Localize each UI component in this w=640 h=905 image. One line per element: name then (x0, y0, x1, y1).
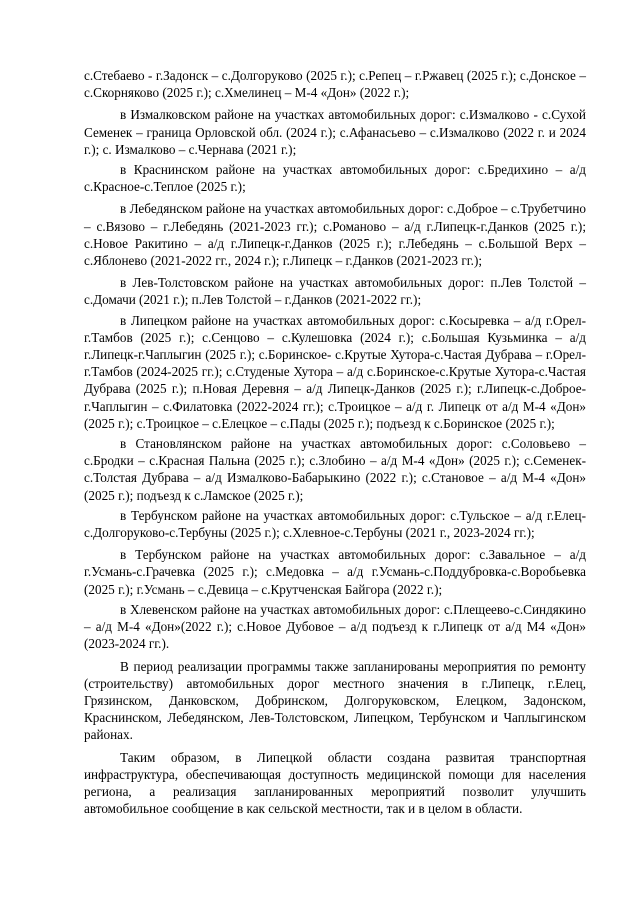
paragraph-terbuny-district: в Тербунском районе на участках автомобильных дорог: с.Тульское – а/д г.Елец-с.Долгоруково-с.Тербуны (2025 г.); с.Хлевное-с.Тербуны (2021 г., 2023-2024 гг.); (84, 507, 586, 541)
paragraph-krasnoe-district: в Краснинском районе на участках автомобильных дорог: с.Бредихино – а/д с.Красное-с.Теплое (2025 г.); (84, 162, 586, 195)
paragraph-continued-roads: с.Стебаево - г.Задонск – с.Долгоруково (2025 г.); с.Репец – г.Ржавец (2025 г.); с.Донское – с.Скорняково (2025 г.); с.Хмелинец – М-4 «Дон» (2022 г.); (84, 68, 586, 101)
paragraph-lebedyan-district: в Лебедянском районе на участках автомобильных дорог: с.Доброе – с.Трубетчино – с.Вязово – г.Лебедянь (2021-2023 гг.); с.Романово – а/д г.Липецк-г.Данков (2025 г.); с.Новое Ракитино – а/д г.Липецк-г.Данков (2025 г.); г.Лебедянь – с.Большой Верх – с.Яблонево (2021-2022 гг., 2024 г.); г.Липецк – г.Данков (2021-2023 гг.); (84, 201, 586, 269)
paragraph-stanovoe-district: в Становлянском районе на участках автомобильных дорог: с.Соловьево – с.Бродки – с.Красная Пальна (2025 г.); с.Злобино – а/д М-4 «Дон» (2025 г.); с.Семенек-с.Толстая Дубрава – а/д Измалково-Бабарыкино (2022 г.); с.Становое – а/д М-4 «Дон» (2025 г.); подъезд к с.Ламское (2025 г.); (84, 436, 586, 503)
paragraph-lev-tolstoy-district: в Лев-Толстовском районе на участках автомобильных дорог: п.Лев Толстой – с.Домачи (2021 г.); п.Лев Толстой – г.Данков (2021-2022 гг.); (84, 275, 586, 308)
paragraph-terbuny-district-second: в Тербунском районе на участках автомобильных дорог: с.Завальное – а/д г.Усмань-с.Грачевка (2025 г.); с.Медовка – а/д г.Усмань-с.Поддубровка-с.Воробьевка (2025 г.); г.Усмань – с.Девица – с.Крутченская Байгора (2022 г.); (84, 547, 586, 597)
paragraph-local-roads-program: В период реализации программы также запланированы мероприятия по ремонту (строительству) автомобильных дорог местного значения в г.Липецк, г.Елец, Грязинском, Данковском, Добринском, Долгоруковском, Елецком, Задонском, Краснинском, Лебедянском, Лев-Толстовском, Липецком, Тербунском и Чаплыгинском районах. (84, 658, 586, 743)
paragraph-lipetsk-district: в Липецком районе на участках автомобильных дорог: с.Косыревка – а/д г.Орел-г.Тамбов (2025 г.); с.Сенцово – с.Кулешовка (2024 г.); с.Большая Кузьминка – а/д г.Липецк-г.Чаплыгин (2025 г.); с.Боринское- с.Крутые Хутора-с.Частая Дубрава – г.Орел-г.Тамбов (2024-2025 гг.); с.Студеные Хутора – а/д с.Боринское-с.Крутые Хутора-с.Частая Дубрава (2025 г.); п.Новая Деревня – а/д Липецк-Данков (2025 г.); г.Липецк-с.Доброе-г.Чаплыгин – с.Филатовка (2022-2024 гг.); с.Троицкое – а/д г. Липецк от а/д М-4 «Дон» (2025 г.); с.Троицкое – с.Елецкое – с.Пады (2025 г.); подъезд к с.Боринское (2025 г.); (84, 312, 586, 431)
paragraph-khlevnoe-district: в Хлевенском районе на участках автомобильных дорог: с.Плещеево-с.Синдякино – а/д М-4 «Дон»(2022 г.); с.Новое Дубовое – а/д подъезд к г.Липецк от а/д М4 «Дон» (2023-2024 гг.). (84, 601, 586, 652)
document-body (84, 67, 586, 817)
paragraph-izmalkovo-district: в Измалковском районе на участках автомобильных дорог: с.Измалково - с.Сухой Семенек – граница Орловской обл. (2024 г.); с.Афанасьево – с.Измалково (2022 г. и 2024 г.); с. Измалково – с.Чернава (2021 г.); (84, 107, 586, 157)
paragraph-conclusion: Таким образом, в Липецкой области создана развитая транспортная инфраструктура, обеспечивающая доступность медицинской помощи для населения региона, а реализация запланированных мероприятий позволит улучшить автомобильное сообщение в как сельской местности, так и в целом в области. (84, 749, 586, 817)
